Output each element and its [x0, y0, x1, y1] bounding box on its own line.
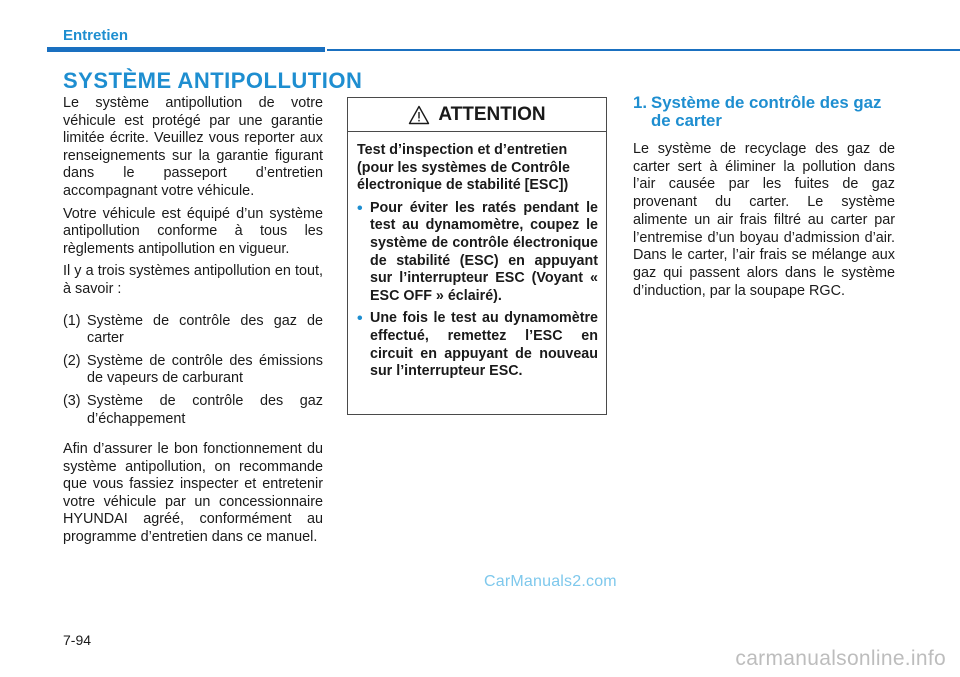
watermark: CarManuals2.com [484, 573, 617, 590]
list-item-number: (1) [63, 312, 81, 329]
list-item-number: (2) [63, 352, 81, 369]
attention-bullet-text: Une fois le test au dynamomètre effectué, remettez l’ESC en circuit en appuyant de nouveau sur l’interrupteur ESC. [370, 310, 598, 380]
section-title: SYSTÈME ANTIPOLLUTION [63, 68, 363, 93]
bullet-dot-icon: • [357, 199, 363, 217]
subsection-title: Système de contrôle des gaz de carter [651, 93, 882, 130]
paragraph: Afin d’assurer le bon fonctionnement du système antipollution, on recommande que vous fassiez inspecter et entretenir votre véhicule par un concessionnaire HYUNDAI agréé, conformément au programme d’entretien dans ce manuel. [63, 441, 323, 546]
attention-intro: Test d’inspection et d’entretien (pour les systèmes de Contrôle électronique de stabilité [ESC]) [357, 142, 570, 194]
header-bar-right [327, 49, 960, 51]
list-item-text: Système de contrôle des gaz de carter [87, 312, 323, 347]
attention-bullet [357, 200, 598, 306]
paragraph: Votre véhicule est équipé d’un système antipollution conforme à tous les règlements antipollution en vigueur. [63, 205, 323, 257]
attention-bullets [357, 200, 598, 381]
paragraph: Le système antipollution de votre véhicule est protégé par une garantie limitée écrite. Veuillez vous reporter aux renseignements sur la garantie figurant dans le passeport d’entretien accompagnant votre véhicule. [63, 95, 323, 199]
attention-box [347, 97, 607, 415]
left-column [63, 95, 323, 552]
header-bar-left [47, 47, 325, 52]
attention-title: ATTENTION [438, 103, 546, 125]
right-column [633, 94, 895, 300]
warning-triangle-icon [408, 105, 430, 125]
page-number: 7-94 [63, 632, 92, 648]
list-item-text: Système de contrôle des émissions de vapeurs de carburant [87, 352, 323, 387]
attention-header [348, 98, 606, 132]
footer-watermark: carmanualsonline.info [735, 647, 946, 670]
attention-bullet [357, 310, 598, 380]
header-label: Entretien [63, 27, 129, 44]
paragraph: Il y a trois systèmes antipollution en tout, à savoir : [63, 263, 323, 297]
subsection-body: Le système de recyclage des gaz de carter sert à éliminer la pollution dans l’air causée par les fuites de gaz provenant du carter. Le système alimente un air frais filtré au carter par l’entremise d’un boyau d’admission d’air. Dans le carter, l’air frais se mélange aux gaz qui passent alors dans le système d’induction, par la soupape RGC. [633, 141, 895, 299]
bullet-dot-icon: • [357, 310, 363, 328]
attention-body [348, 132, 606, 381]
subsection-heading [633, 94, 895, 130]
list-item [63, 353, 323, 388]
list-item [63, 313, 323, 348]
list-item-text: Système de contrôle des gaz d’échappement [87, 392, 323, 427]
systems-list [63, 313, 323, 429]
list-item-number: (3) [63, 392, 81, 409]
subsection-number: 1. [633, 93, 647, 112]
attention-bullet-text: Pour éviter les ratés pendant le test au dynamomètre, coupez le système de contrôle électronique de stabilité (ESC) en appuyant sur l’interrupteur ESC (Voyant « ESC OFF » éclairé). [370, 199, 598, 304]
list-item [63, 393, 323, 428]
